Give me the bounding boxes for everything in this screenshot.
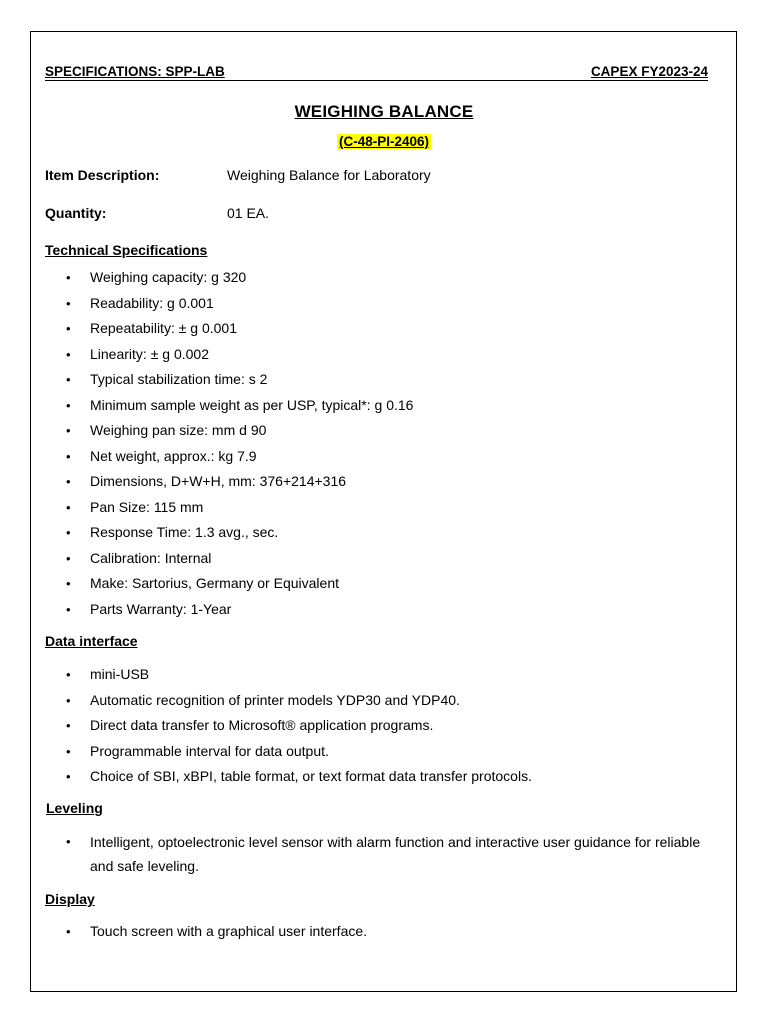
list-item: • Make: Sartorius, Germany or Equivalent [45,571,725,597]
list-item: • mini-USB [45,662,725,688]
document-code-wrap [0,133,768,151]
leveling-list [45,830,725,878]
list-item: • Automatic recognition of printer models YDP30 and YDP40. [45,688,725,714]
list-item: • Parts Warranty: 1-Year [45,597,725,623]
list-item: • Weighing capacity: g 320 [45,265,725,291]
display-list [45,919,725,945]
list-item: • Net weight, approx.: kg 7.9 [45,444,725,470]
list-item: • Intelligent, optoelectronic level sensor with alarm function and interactive user guidance for reliable and safe leveling. [45,830,725,878]
technical-specifications-heading: Technical Specifications [45,242,208,258]
quantity-label: Quantity: [45,205,107,221]
list-item: • Pan Size: 115 mm [45,495,725,521]
technical-specifications-list [45,265,725,622]
leveling-heading: Leveling [46,800,103,816]
list-item: • Repeatability: ± g 0.001 [45,316,725,342]
list-item: • Calibration: Internal [45,546,725,572]
item-description-label: Item Description: [45,167,160,183]
list-item: • Choice of SBI, xBPI, table format, or text format data transfer protocols. [45,764,725,790]
quantity-value: 01 EA. [227,205,270,221]
list-item: • Linearity: ± g 0.002 [45,342,725,368]
list-item: • Typical stabilization time: s 2 [45,367,725,393]
list-item: • Response Time: 1.3 avg., sec. [45,520,725,546]
data-interface-heading: Data interface [45,633,138,649]
document-title: WEIGHING BALANCE [294,102,474,121]
list-item: • Programmable interval for data output. [45,739,725,765]
list-item: • Weighing pan size: mm d 90 [45,418,725,444]
document-code: (C-48-PI-2406) [338,134,430,149]
list-item: • Dimensions, D+W+H, mm: 376+214+316 [45,469,725,495]
document-header [45,64,708,81]
item-description-value: Weighing Balance for Laboratory [227,167,431,183]
header-left: SPECIFICATIONS: SPP-LAB [45,64,225,79]
list-item: • Direct data transfer to Microsoft® application programs. [45,713,725,739]
display-heading: Display [45,891,95,907]
list-item: • Minimum sample weight as per USP, typical*: g 0.16 [45,393,725,419]
list-item: • Touch screen with a graphical user interface. [45,919,725,945]
header-right: CAPEX FY2023-24 [590,64,708,79]
data-interface-list [45,662,725,790]
list-item: • Readability: g 0.001 [45,291,725,317]
